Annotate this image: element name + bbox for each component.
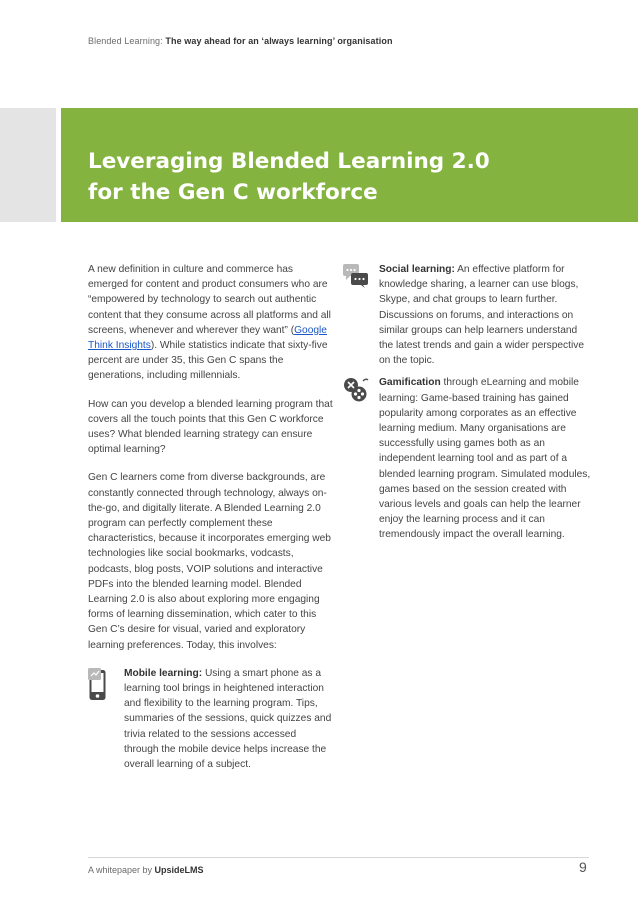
intro-paragraph [88,262,333,384]
social-learning-text [379,262,593,368]
gamification-title: Gamification [379,377,441,389]
page-title [88,146,490,208]
page-title-line-1: Leveraging Blended Learning 2.0 [88,149,490,174]
title-banner [61,108,638,222]
question-paragraph: How can you develop a blended learning program that covers all the touch points that this Gen C workforce uses? What blended learning strategy can ensure optimal learning? [88,398,333,456]
gamification-text [379,375,593,542]
gamification-body: through eLearning and mobile learning: Game-based training has gained popularity among corporates as an effective learning medium. Many organisations are successfully using games both as an independent learning tool and as part of a blended learning program. Simulated modules, games based on the session created with various levels and goals can help the learner enjoy the learning process and it can tremendously impact the overall learning. [379,377,591,541]
social-learning-title: Social learning: [379,264,455,275]
left-column [88,262,333,772]
social-learning-body: An effective platform for knowledge sharing, a learner can use blogs, Skype, and chat groups to learn further. Discussions on forums, and interactions on similar groups can help learners understand the latest trends and gain a wider perspective on the topic. [379,264,585,367]
page-number: 9 [579,859,587,875]
decorative-strip [0,108,56,222]
right-column [343,262,593,543]
header-prefix: Blended Learning: [88,36,163,46]
mobile-learning-item [88,666,333,772]
google-think-insights-link[interactable]: Google Think Insights [88,324,327,352]
footer-prefix: A whitepaper by [88,865,155,875]
gamepad-icon [343,375,379,408]
header-title: The way ahead for an ‘always learning’ organisation [165,36,393,46]
mobile-learning-body: Using a smart phone as a learning tool brings in heightened interaction and flexibility to the learning program. Tips, summaries of the sessions, quick quizzes and trivia related to the sessions accessed through the mobile device helps increase the overall learning of a subject. [124,667,332,771]
gen-c-paragraph: Gen C learners come from diverse backgrounds, are constantly connected through technology, always on-the-go, and digitally literate. A Blended Learning 2.0 program can perfectly complement these characteristics, because it incorporates emerging web technologies like social bookmarks, vodcasts, podcasts, blog posts, VOIP solutions and interactive PDFs into the blended learning model. Blended Learning 2.0 is also about exploring more engaging forms of learning dissemination, which cater to this Gen C’s desire for visual, varied and exploratory learning preferences. Today, this involves: [88,472,331,651]
mobile-learning-title: Mobile learning: [124,667,203,679]
intro-text-before-link: A new definition in culture and commerce has emerged for content and product consumers who are “empowered by technology to search out authentic content that they consume across all platforms and all screens, whenever and wherever they want” ( [88,264,331,336]
intro-text-after-link: ). While statistics indicate that sixty-five percent are under 35, this Gen C spans the generations, including millennials. [88,340,328,382]
page-title-line-2: for the Gen C workforce [88,180,378,205]
smartphone-icon [88,666,124,707]
footer-brand: UpsideLMS [154,865,204,875]
chat-bubbles-icon [343,262,379,293]
social-learning-item [343,262,593,368]
mobile-learning-text [124,666,333,772]
gamification-item [343,375,593,542]
footer-divider [88,857,589,858]
footer-credit [88,865,204,875]
running-header [88,36,393,46]
